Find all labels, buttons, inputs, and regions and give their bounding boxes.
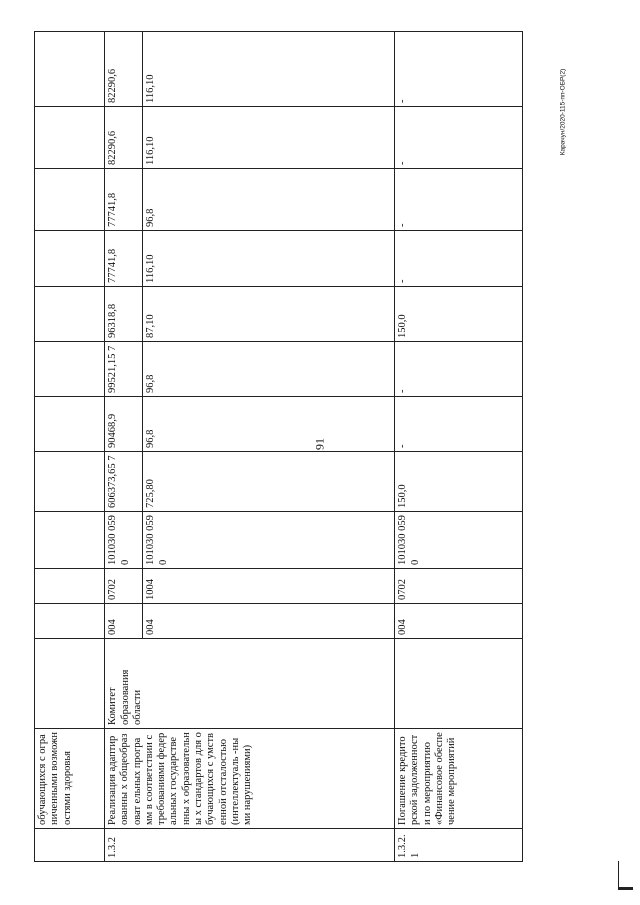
row-1-year-3-cell: 96318,8 — [105, 287, 143, 342]
corner-bracket-mark — [618, 861, 633, 890]
row-1-grbs-cell: 004 — [105, 604, 143, 639]
row-3-total-cell: 150,0 — [395, 452, 523, 512]
row-2-section-cell: 1004 — [143, 569, 395, 604]
row-2-year-6-cell: 116,10 — [143, 107, 395, 169]
row-3-year-4-cell: - — [395, 231, 523, 287]
row-1-executor-cell: Комитет образования области — [105, 639, 395, 729]
row-2-target-article-cell: 101030 0590 — [143, 512, 395, 569]
row-2-year-1-cell: 96,8 — [143, 397, 395, 452]
row-3-year-5-cell: - — [395, 169, 523, 231]
row-2-year-5-cell: 96,8 — [143, 169, 395, 231]
row-1-year-5-cell: 77741,8 — [105, 169, 143, 231]
row-1-year-4-cell: 77741,8 — [105, 231, 143, 287]
row-0-section-cell — [35, 569, 105, 604]
row-1-target-article-cell: 101030 0590 — [105, 512, 143, 569]
row-2-year-3-cell: 87,10 — [143, 287, 395, 342]
row-2-year-2-cell: 96,8 — [143, 342, 395, 397]
row-1-number-cell: 1.3.2 — [105, 829, 395, 862]
row-1-total-cell: 606373,65 7 — [105, 452, 143, 512]
row-0-grbs-cell — [35, 604, 105, 639]
row-0-total-cell — [35, 452, 105, 512]
row-3-name-cell: Погашение кредиторской задолженности по мероприятию «Финансовое обеспечение мероприятий — [395, 729, 523, 829]
row-3-year-6-cell: - — [395, 107, 523, 169]
row-2-year-4-cell: 116,10 — [143, 231, 395, 287]
table-row-0 — [35, 32, 105, 862]
row-3-year-3-cell: 150,0 — [395, 287, 523, 342]
row-0-target-article-cell — [35, 512, 105, 569]
row-3-grbs-cell: 004 — [395, 604, 523, 639]
row-0-name-cell: обучающихся с ограниченными возможностями здоровья — [35, 729, 105, 829]
row-0-year-4-cell — [35, 231, 105, 287]
row-2-total-cell: 725,80 — [143, 452, 395, 512]
row-0-year-6-cell — [35, 107, 105, 169]
row-3-year-1-cell: - — [395, 397, 523, 452]
row-1-section-cell: 0702 — [105, 569, 143, 604]
row-0-number-cell — [35, 829, 105, 862]
row-0-executor-cell — [35, 639, 105, 729]
row-1-year-6-cell: 82290,6 — [105, 107, 143, 169]
row-0-year-5-cell — [35, 169, 105, 231]
row-3-year-2-cell: - — [395, 342, 523, 397]
row-3-target-article-cell: 101030 0590 — [395, 512, 523, 569]
row-2-year-7-cell: 116,10 — [143, 32, 395, 107]
row-0-year-3-cell — [35, 287, 105, 342]
row-1-year-7-cell: 82290,6 — [105, 32, 143, 107]
row-3-section-cell: 0702 — [395, 569, 523, 604]
row-3-executor-cell — [395, 639, 523, 729]
row-0-year-1-cell — [35, 397, 105, 452]
table-row-1 — [105, 32, 143, 862]
row-1-name-cell: Реализация адаптированны х общеобразоват ельных программ в соответствии с требованиями федеральных государственны х образовательны х стандартов для обучающихся с умственной отсталостью (интеллектуаль -ными нарушениями) — [105, 729, 395, 829]
row-1-year-2-cell: 99521,15 7 — [105, 342, 143, 397]
row-2-grbs-cell: 004 — [143, 604, 395, 639]
row-0-year-2-cell — [35, 342, 105, 397]
budget-table — [34, 31, 523, 862]
page-number: 91 — [312, 438, 327, 450]
table-row-3 — [395, 32, 523, 862]
row-3-year-7-cell: - — [395, 32, 523, 107]
row-3-number-cell: 1.3.2. 1 — [395, 829, 523, 862]
row-0-year-7-cell — [35, 32, 105, 107]
document-code: Карачун/2020-115-пп-ОБР(2) — [559, 68, 567, 156]
budget-table-rotated — [34, 32, 522, 862]
row-1-year-1-cell: 90468,9 — [105, 397, 143, 452]
